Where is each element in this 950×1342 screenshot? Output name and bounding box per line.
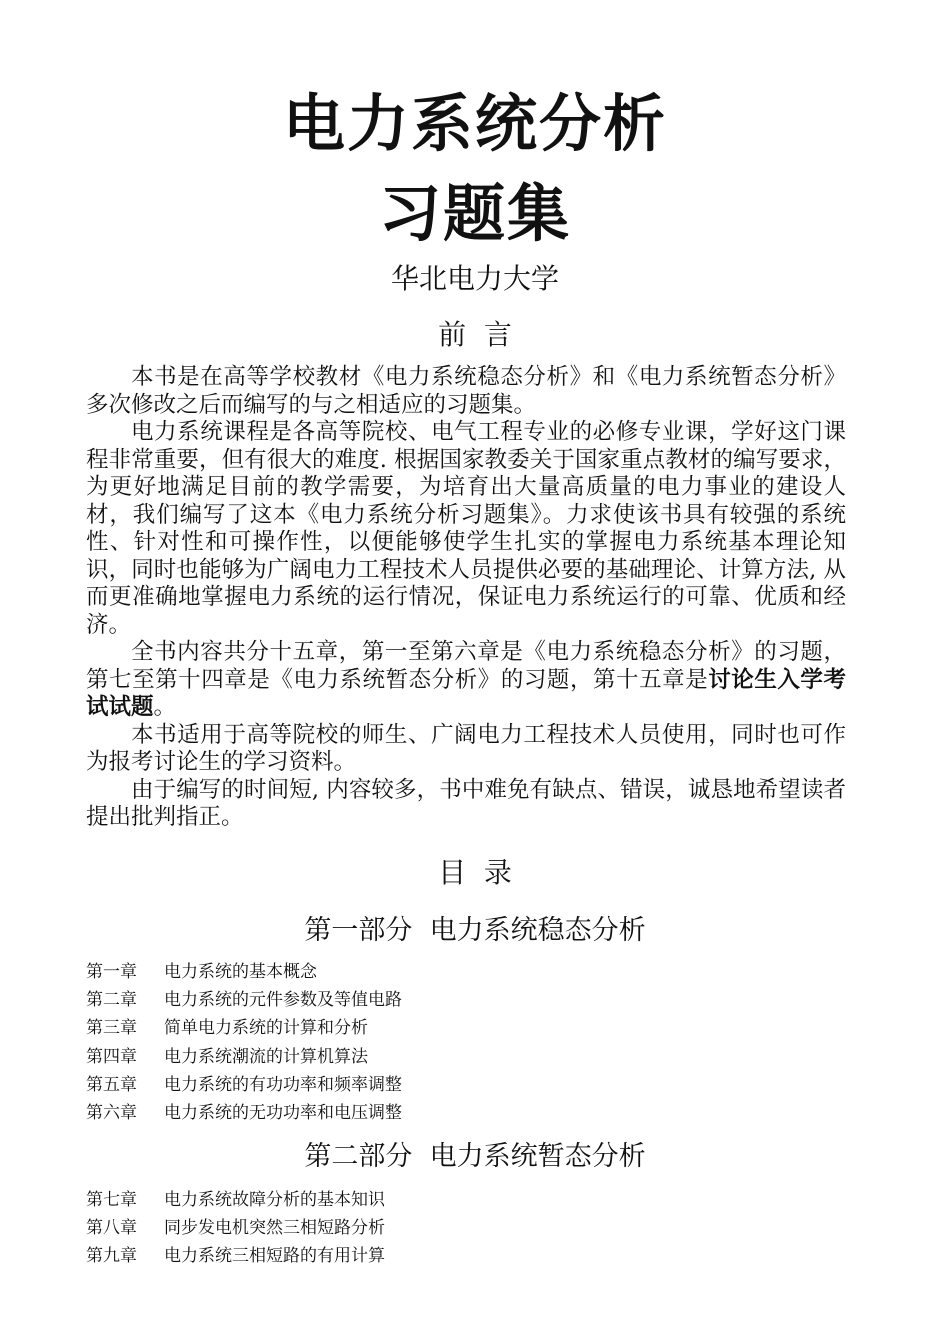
preface-body xyxy=(86,364,846,832)
preface-paragraph: 本书是在高等学校教材《电力系统稳态分析》和《电力系统暂态分析》多次修改之后而编写的与之相适应的习题集。 xyxy=(86,364,846,418)
preface-paragraph: 由于编写的时间短, 内容较多，书中难免有缺点、错误，诚恳地希望读者提出批判指正。 xyxy=(86,776,846,830)
chapter-number: 第三章 xyxy=(86,1018,137,1039)
chapter-title: 电力系统的无功功率和电压调整 xyxy=(164,1103,402,1124)
chapter-number: 第六章 xyxy=(86,1103,137,1124)
toc-chapter-item[interactable] xyxy=(86,1242,846,1270)
toc-chapter-item[interactable] xyxy=(86,1214,846,1242)
preface-text: 全书内容共分十五章，第一至第六章是《电力系统稳态分析》的习题，第七至第十四章是《电力系统暂态分析》的习题，第十五章是 xyxy=(86,639,846,693)
toc-chapter-list xyxy=(86,1186,846,1271)
chapter-number: 第一章 xyxy=(86,962,137,982)
preface-text: 。 xyxy=(153,694,177,720)
toc-heading: 目 录 xyxy=(438,856,512,889)
toc-chapter-item[interactable] xyxy=(86,1186,846,1214)
chapter-number: 第二章 xyxy=(86,990,137,1011)
document-title: 电力系统分析 xyxy=(282,87,667,160)
chapter-number: 第八章 xyxy=(86,1218,137,1239)
document-subtitle: 习题集 xyxy=(378,177,571,250)
chapter-number: 第九章 xyxy=(86,1246,137,1267)
toc-part-title: 第二部分 电力系统暂态分析 xyxy=(304,1141,646,1172)
preface-paragraph: 本书适用于高等院校的师生、广阔电力工程技术人员使用，同时也可作为报考讨论生的学习资料。 xyxy=(86,721,846,775)
toc-chapter-item[interactable] xyxy=(86,958,846,986)
toc-chapter-list xyxy=(86,958,846,1127)
chapter-number: 第五章 xyxy=(86,1074,137,1095)
toc-chapter-item[interactable] xyxy=(86,1071,846,1099)
preface-paragraph xyxy=(86,639,846,722)
toc-chapter-item[interactable] xyxy=(86,1014,846,1042)
chapter-title: 同步发电机突然三相短路分析 xyxy=(164,1218,385,1239)
toc-chapter-item[interactable] xyxy=(86,1043,846,1071)
toc-chapter-item[interactable] xyxy=(86,986,846,1014)
chapter-title: 电力系统三相短路的有用计算 xyxy=(164,1246,385,1267)
preface-paragraph: 电力系统课程是各高等院校、电气工程专业的必修专业课，学好这门课程非常重要，但有很大的难度. 根据国家教委关于国家重点教材的编写要求，为更好地满足目前的教学需要，为培育出大量高质量的电力事业的建设人材，我们编写了这本《电力系统分析习题集》。力求使该书具有较强的系统性、针对性和可操作性，以便能够使学生扎实的掌握电力系统基本理论知识，同时也能够为广阔电力工程技术人员提供必要的基础理论、计算方法, 从而更准确地掌握电力系统的运行情况，保证电力系统运行的可靠、优质和经济。 xyxy=(86,419,846,638)
chapter-number: 第七章 xyxy=(86,1190,137,1210)
chapter-title: 电力系统的有功功率和频率调整 xyxy=(164,1074,402,1095)
publisher-name: 华北电力大学 xyxy=(390,262,559,295)
emphasized-text: 讨论生入学考试试题 xyxy=(86,666,846,720)
chapter-title: 简单电力系统的计算和分析 xyxy=(164,1018,368,1039)
chapter-title: 电力系统的基本概念 xyxy=(164,962,317,982)
chapter-number: 第四章 xyxy=(86,1046,137,1067)
chapter-title: 电力系统潮流的计算机算法 xyxy=(164,1046,368,1067)
chapter-title: 电力系统故障分析的基本知识 xyxy=(164,1190,385,1210)
toc-chapter-item[interactable] xyxy=(86,1099,846,1127)
preface-heading: 前 言 xyxy=(438,318,512,351)
chapter-title: 电力系统的元件参数及等值电路 xyxy=(164,990,402,1011)
toc-part-title: 第一部分 电力系统稳态分析 xyxy=(304,915,646,946)
